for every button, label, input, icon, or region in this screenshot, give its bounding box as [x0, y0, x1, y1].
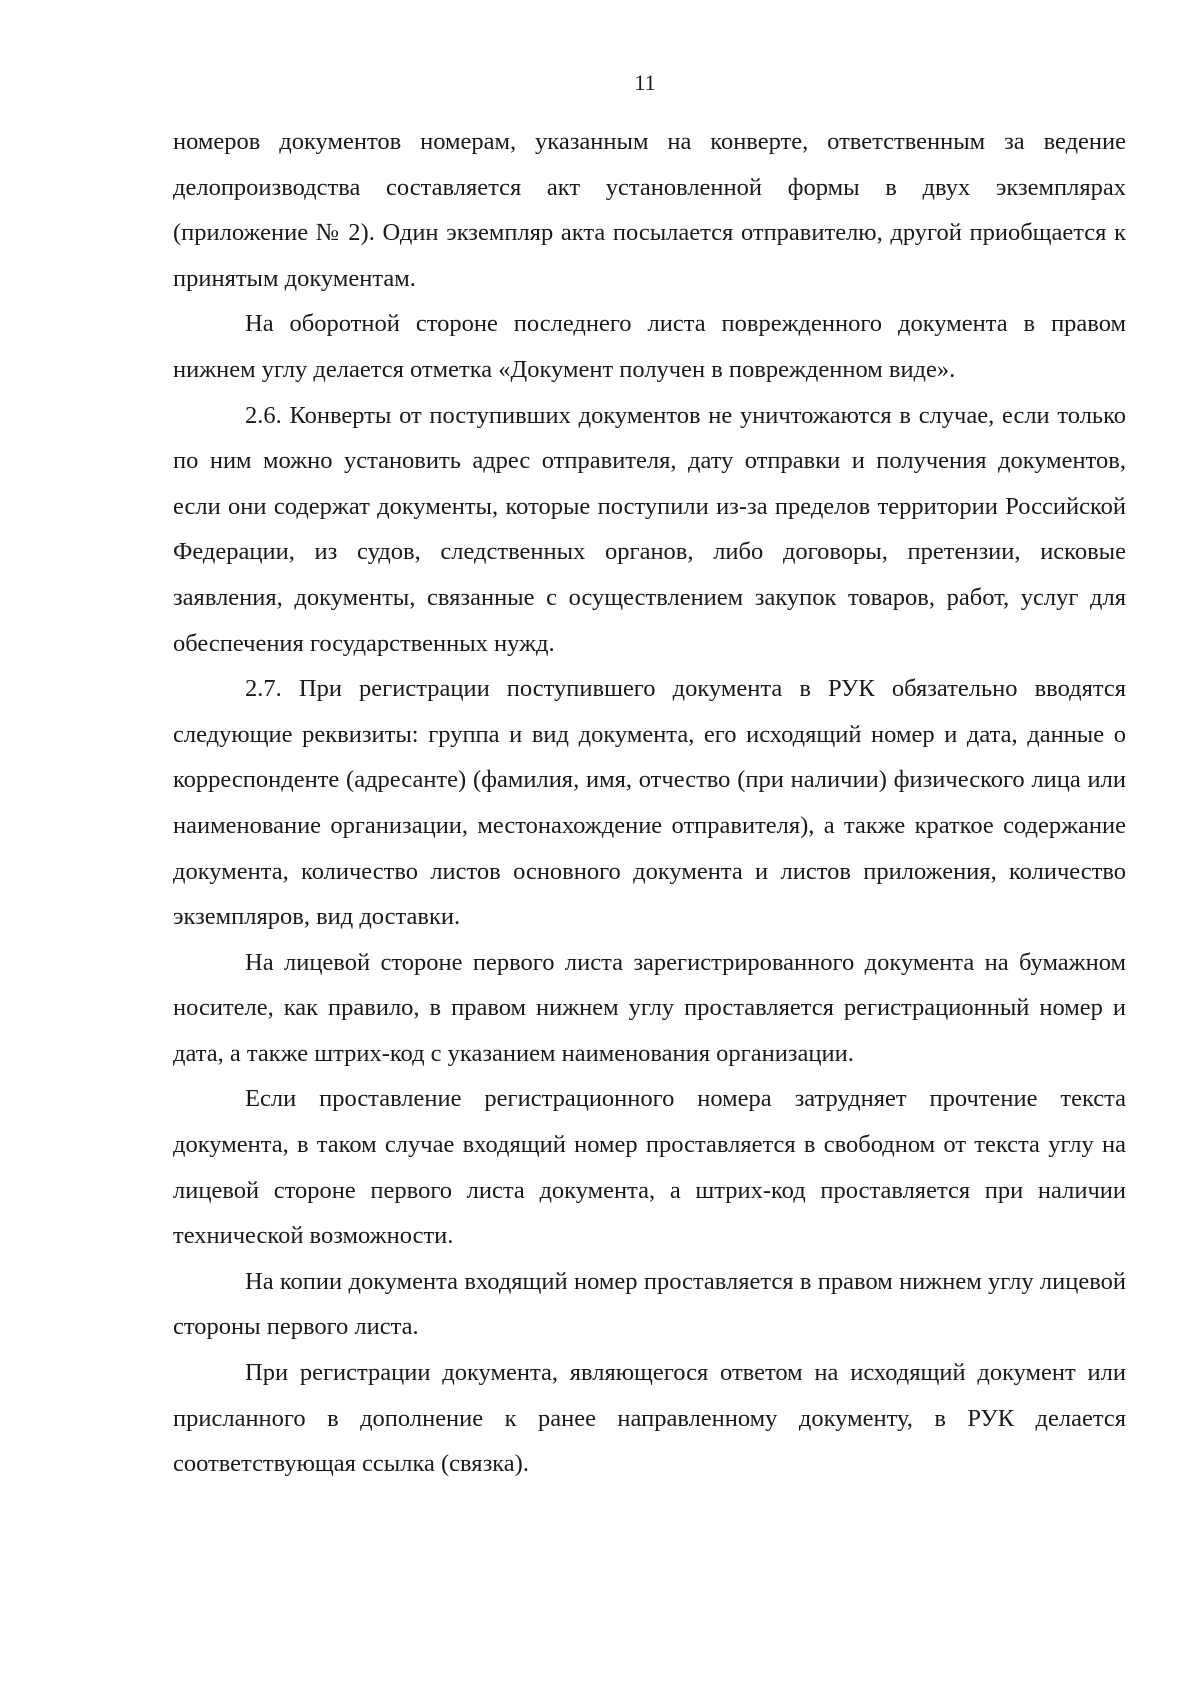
paragraph-continuation: номеров документов номерам, указанным на конверте, ответственным за ведение делопроизводства составляется акт установленной формы в двух экземплярах (приложение № 2). Один экземпляр акта посылается отправителю, другой приобщается к принятым документам. — [173, 128, 1126, 292]
paragraph-section-2-7: 2.7. При регистрации поступившего документа в РУК обязательно вводятся следующие реквизиты: группа и вид документа, его исходящий номер и дата, данные о корреспонденте (адресанте) (фамилия, имя, отчество (при наличии) физического лица или наименование организации, местонахождение отправителя), а также краткое содержание документа, количество листов основного документа и листов приложения, количество экземпляров, вид доставки. — [173, 675, 1126, 931]
document-body — [173, 119, 1126, 1487]
paragraph-registration-number-alternative: Если проставление регистрационного номера затрудняет прочтение текста документа, в таком случае входящий номер проставляется в свободном от текста углу на лицевой стороне первого листа документа, а штрих-код проставляется при наличии технической возможности. — [173, 1085, 1126, 1250]
paragraph-section-2-6: 2.6. Конверты от поступивших документов не уничтожаются в случае, если только по ним можно установить адрес отправителя, дату отправки и получения документов, если они содержат документы, которые поступили из-за пределов территории Российской Федерации, из судов, следственных органов, либо договоры, претензии, исковые заявления, документы, связанные с осуществлением закупок товаров, работ, услуг для обеспечения государственных нужд. — [173, 401, 1126, 657]
paragraph-damaged-document-mark: На оборотной стороне последнего листа поврежденного документа в правом нижнем углу делается отметка «Документ получен в поврежденном виде». — [173, 310, 1126, 383]
paragraph-reply-link: При регистрации документа, являющегося ответом на исходящий документ или присланного в дополнение к ранее направленному документу, в РУК делается соответствующая ссылка (связка). — [173, 1359, 1126, 1478]
paragraph-registration-number-placement: На лицевой стороне первого листа зарегистрированного документа на бумажном носителе, как правило, в правом нижнем углу проставляется регистрационный номер и дата, а также штрих-код с указанием наименования организации. — [173, 948, 1126, 1067]
paragraph-copy-registration: На копии документа входящий номер проставляется в правом нижнем углу лицевой стороны первого листа. — [173, 1267, 1126, 1341]
page-number: 11 — [634, 70, 656, 95]
